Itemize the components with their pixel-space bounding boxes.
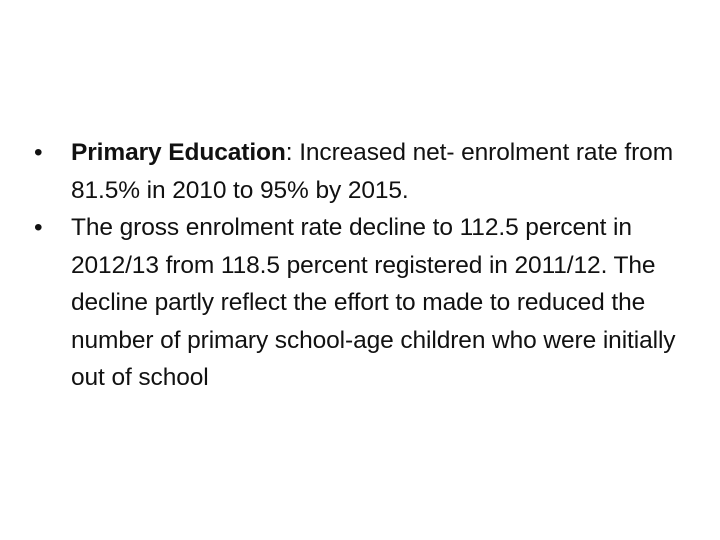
- bullet-marker: •: [34, 214, 43, 241]
- bullet-term: Primary Education: [71, 139, 286, 166]
- bullet-marker: •: [34, 139, 43, 166]
- bullet-list: [34, 134, 694, 397]
- bullet-item-primary-education: [34, 134, 694, 209]
- bullet-text: : Increased net- enrolment rate from 81.5% in 2010 to 95% by 2015.: [71, 139, 673, 204]
- bullet-text: The gross enrolment rate decline to 112.5 percent in 2012/13 from 118.5 percent registered in 2011/12. The decline partly reflect the effort to made to reduced the number of primary school-age children who were initially out of school: [71, 214, 676, 391]
- bullet-item-gross-enrolment: [34, 209, 694, 397]
